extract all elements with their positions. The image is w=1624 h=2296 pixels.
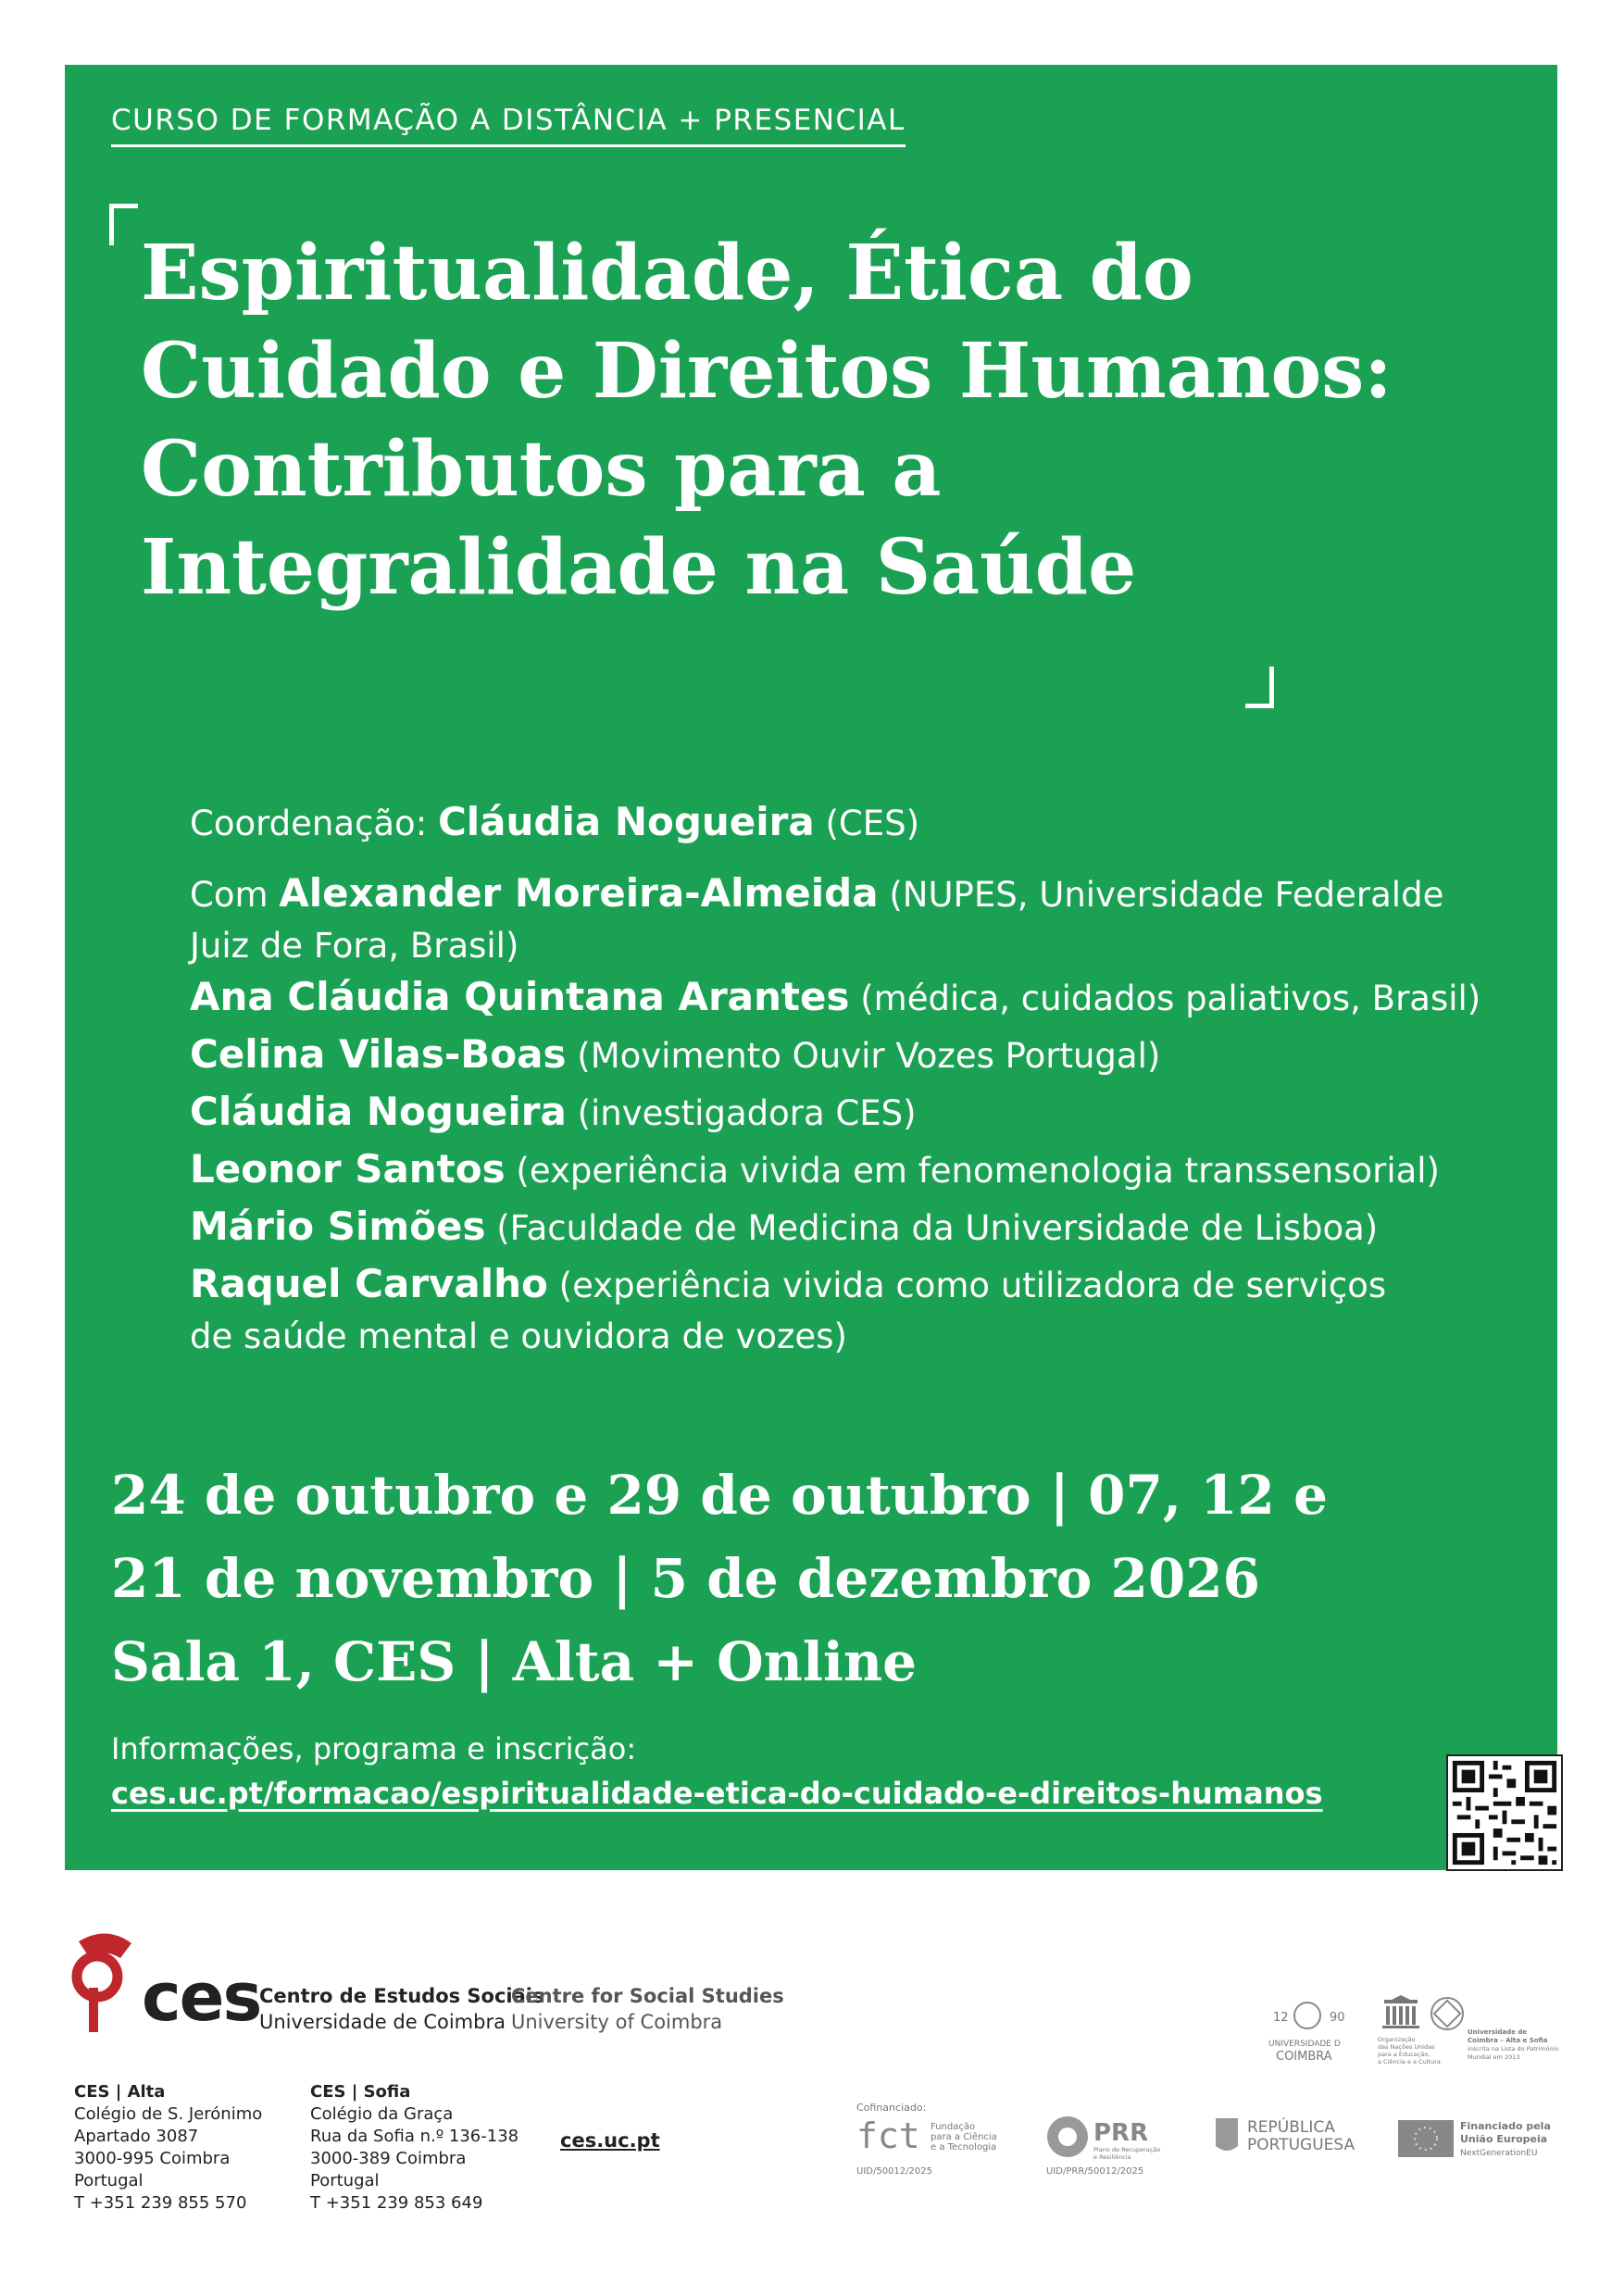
address-alta	[74, 2081, 262, 2215]
title-line: Integralidade na Saúde	[141, 523, 1137, 612]
poster-panel	[65, 65, 1557, 1870]
speakers-prefix: Com	[190, 875, 269, 915]
fct-text: para a Ciência	[931, 2132, 997, 2142]
dates-line: 24 de outubro e 29 de outubro | 07, 12 e	[111, 1464, 1329, 1527]
heritage-text: Coimbra – Alta e Sofia	[1468, 2037, 1548, 2044]
address-line: Colégio de S. Jerónimo	[74, 2104, 263, 2124]
address-line: Portugal	[310, 2171, 380, 2190]
org-name-pt	[259, 1983, 544, 2035]
org-name: Centre for Social Studies	[511, 1985, 784, 2007]
republica-text: PORTUGUESA	[1247, 2136, 1355, 2154]
speaker-affiliation: (médica, cuidados paliativos, Brasil)	[860, 979, 1481, 1018]
speaker-affiliation: (Faculdade de Medicina da Universidade de Lisboa)	[496, 1208, 1379, 1248]
uc-name: UNIVERSIDADE D	[1268, 2040, 1341, 2049]
coordination-label: Coordenação:	[190, 804, 428, 843]
address-line: 3000-389 Coimbra	[310, 2149, 467, 2168]
speaker-name: Alexander Moreira-Almeida	[279, 870, 879, 916]
speaker-name: Raquel Carvalho	[190, 1261, 548, 1306]
address-sofia	[310, 2081, 518, 2215]
coordination	[190, 796, 1505, 849]
title-line: Espiritualidade, Ética do	[141, 229, 1193, 318]
speaker-item	[190, 1027, 1505, 1084]
course-type-label: CURSO DE FORMAÇÃO A DISTÂNCIA + PRESENCIAL	[111, 104, 906, 147]
org-name: Centro de Estudos Sociais	[259, 1985, 544, 2007]
people-section	[190, 796, 1505, 1360]
eu-text: Financiado pela	[1460, 2120, 1551, 2132]
speaker-affiliation-cont: de saúde mental e ouvidora de vozes)	[190, 1316, 847, 1356]
uc-year-right: 90	[1330, 2011, 1345, 2025]
ces-wordmark: ces	[142, 1958, 261, 2036]
unesco-text: para a Educação,	[1378, 2051, 1430, 2058]
address-title: CES | Alta	[74, 2082, 166, 2102]
org-name-en	[511, 1983, 784, 2035]
org-university: University of Coimbra	[511, 2011, 723, 2033]
title-line: Contributos para a	[141, 425, 942, 514]
address-title: CES | Sofia	[310, 2082, 411, 2102]
unesco-text: a Ciência e a Cultura	[1378, 2058, 1441, 2065]
speaker-name: Ana Cláudia Quintana Arantes	[190, 974, 850, 1019]
speaker-affiliation: (investigadora CES)	[577, 1093, 917, 1133]
title-line: Cuidado e Direitos Humanos:	[141, 327, 1393, 416]
speaker-item	[190, 1084, 1505, 1142]
qr-code-icon	[1448, 1756, 1561, 1869]
speaker-item	[190, 969, 1505, 1027]
address-line: T +351 239 853 649	[310, 2193, 483, 2213]
coordinator-affiliation: (CES)	[825, 804, 920, 843]
speaker-item	[190, 866, 1505, 923]
prr-logo-text: PRR	[1093, 2119, 1149, 2147]
org-university: Universidade de Coimbra	[259, 2011, 506, 2033]
speaker-item	[190, 1142, 1505, 1199]
unesco-text: das Nações Unidas	[1378, 2043, 1435, 2051]
speaker-item	[190, 1256, 1505, 1314]
speaker-name: Leonor Santos	[190, 1146, 506, 1192]
heritage-text: inscrita na Lista do Património	[1468, 2045, 1559, 2053]
fct-logo-text: fct	[856, 2115, 920, 2156]
prr-text: e Resiliência	[1093, 2153, 1131, 2161]
address-line: T +351 239 855 570	[74, 2193, 247, 2213]
speaker-name: Celina Vilas-Boas	[190, 1031, 567, 1077]
fct-text: e a Tecnologia	[931, 2142, 997, 2152]
republica-text: REPÚBLICA	[1247, 2118, 1335, 2137]
address-line: Apartado 3087	[74, 2127, 199, 2146]
coordinator-name: Cláudia Nogueira	[437, 799, 815, 844]
speaker-affiliation: (NUPES, Universidade Federalde	[889, 875, 1444, 915]
speaker-affiliation: (experiência vivida como utilizadora de serviços	[558, 1266, 1387, 1305]
republica-shield-icon	[1216, 2118, 1238, 2151]
eu-text: NextGenerationEU	[1460, 2149, 1538, 2158]
website-link[interactable]: ces.uc.pt	[560, 2129, 660, 2152]
fct-code: UID/50012/2025	[856, 2166, 932, 2177]
fct-text: Fundação	[931, 2122, 976, 2132]
prr-code: UID/PRR/50012/2025	[1046, 2166, 1144, 2177]
qr-code[interactable]	[1446, 1754, 1563, 1871]
info-label: Informações, programa e inscrição:	[111, 1731, 637, 1766]
speaker-affiliation: (Movimento Ouvir Vozes Portugal)	[577, 1036, 1161, 1076]
uc-name: COIMBRA	[1276, 2050, 1332, 2064]
event-dates	[111, 1454, 1537, 1703]
heritage-logos	[1268, 1995, 1574, 2069]
unesco-text: Organização	[1378, 2036, 1416, 2043]
heritage-text: Mundial em 2013	[1468, 2053, 1520, 2061]
eu-text: União Europeia	[1460, 2133, 1548, 2145]
uc-year-left: 12	[1273, 2011, 1289, 2025]
speaker-name: Mário Simões	[190, 1204, 486, 1249]
speaker-affiliation-cont: Juiz de Fora, Brasil)	[190, 926, 519, 966]
speaker-name: Cláudia Nogueira	[190, 1089, 567, 1134]
title-bracket-open	[109, 204, 138, 245]
funding-logos	[856, 2102, 1560, 2180]
course-link[interactable]: ces.uc.pt/formacao/espiritualidade-etica-do-cuidado-e-direitos-humanos	[111, 1776, 1323, 1811]
address-line: 3000-995 Coimbra	[74, 2149, 231, 2168]
cofinanced-label: Cofinanciado:	[856, 2102, 927, 2114]
speaker-item	[190, 1199, 1505, 1256]
ces-logo-mark-icon	[65, 1930, 148, 2041]
speaker-affiliation: (experiência vivida em fenomenologia transsensorial)	[516, 1151, 1440, 1191]
address-line: Portugal	[74, 2171, 144, 2190]
address-line: Rua da Sofia n.º 136-138	[310, 2127, 519, 2146]
prr-text: Plano de Recuperação	[1093, 2146, 1161, 2153]
world-heritage-icon	[1431, 1998, 1463, 2029]
address-line: Colégio da Graça	[310, 2104, 454, 2124]
dates-line: 21 de novembro | 5 de dezembro 2026	[111, 1547, 1260, 1610]
title-bracket-close	[1245, 667, 1274, 708]
eu-flag-icon	[1398, 2120, 1454, 2157]
venue: Sala 1, CES | Alta + Online	[111, 1630, 917, 1693]
unesco-icon	[1382, 1995, 1419, 2028]
heritage-text: Universidade de	[1468, 2028, 1528, 2036]
course-title	[141, 224, 1530, 617]
uc-seal-icon	[1294, 2003, 1320, 2028]
